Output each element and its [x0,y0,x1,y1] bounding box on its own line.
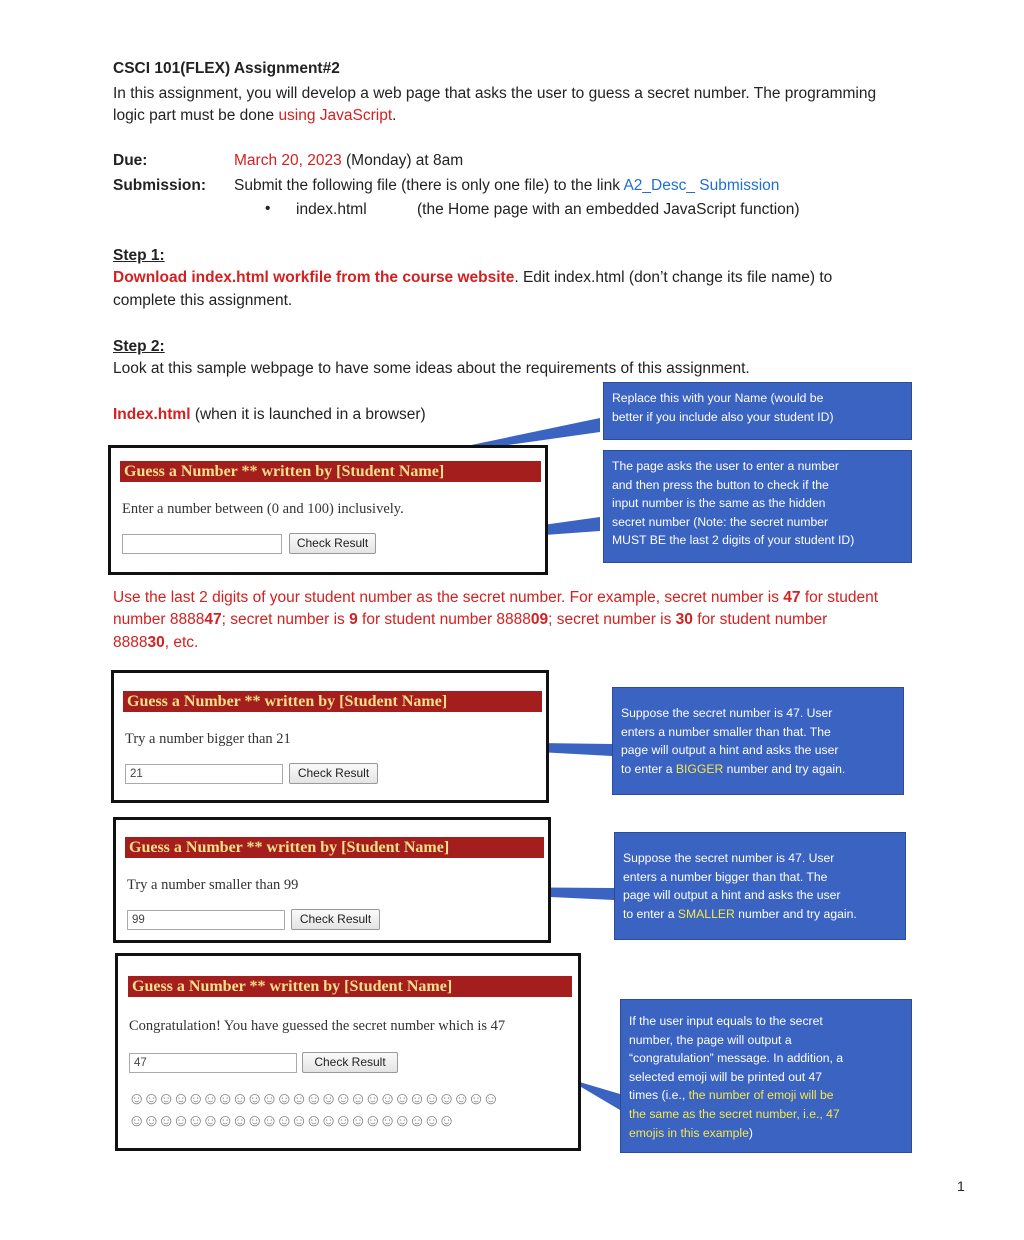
demo-initial [108,445,548,575]
demo-title-bar: Guess a Number ** written by [Student Name] [128,976,572,997]
secret-note-line-1 [113,589,878,607]
demo-message: Congratulation! You have guessed the secret number which is 47 [129,1018,506,1034]
check-result-button[interactable]: Check Result [302,1052,398,1073]
secret-text: number 8888 [113,611,205,628]
secret-note-line-2 [113,611,827,629]
index-caption-red: Index.html [113,406,191,423]
emoji-row-2: ☺☺☺☺☺☺☺☺☺☺☺☺☺☺☺☺☺☺☺☺☺☺ [128,1111,453,1130]
note-page-asks [603,450,912,563]
note-bigger [612,687,904,795]
secret-text: Use the last 2 digits of your student number as the secret number. For example, secret number is [113,589,784,606]
check-result-button[interactable]: Check Result [291,909,380,930]
note-line: page will output a hint and asks the user [621,743,839,757]
number-input[interactable] [122,534,282,554]
secret-bold: 47 [783,589,801,606]
index-caption-rest: (when it is launched in a browser) [190,406,426,423]
secret-text: for student number [692,611,828,628]
due-date-red: March 20, 2023 [234,152,342,169]
secret-bold: 09 [530,611,549,628]
intro-highlight: using JavaScript [278,107,393,124]
demo-title-bar: Guess a Number ** written by [Student Name] [120,461,541,482]
note-highlight: emojis in this example [629,1125,749,1140]
note-line: “congratulation” message. In addition, a [629,1051,844,1066]
note-line [629,1086,903,1105]
step1-line-2: complete this assignment. [113,292,293,309]
note-highlight: the number of emoji will be [688,1088,834,1103]
secret-bold: 47 [204,611,222,628]
secret-text: for student number 8888 [357,611,531,628]
note-text: number and try again. [734,906,857,921]
note-highlight: SMALLER [677,906,735,921]
note-line: Suppose the secret number is 47. User [621,706,833,720]
demo-congratulation [115,953,581,1151]
check-result-button[interactable]: Check Result [289,533,376,554]
demo-smaller [113,817,551,943]
number-input[interactable]: 99 [127,910,285,930]
emoji-row-1: ☺☺☺☺☺☺☺☺☺☺☺☺☺☺☺☺☺☺☺☺☺☺☺☺☺ [128,1089,497,1108]
note-line: better if you include also your student ID) [612,409,834,424]
secret-bold: 30 [675,611,693,628]
demo-message: Try a number bigger than 21 [125,731,291,747]
note-line [621,760,895,779]
step1-heading: Step 1: [113,247,165,264]
note-line: number, the page will output a [629,1032,792,1047]
demo-message: Enter a number between (0 and 100) inclusively. [122,501,404,517]
submission-instructions: Submit the following file (there is only one file) to the link [234,177,624,194]
note-line: secret number (Note: the secret number [612,514,829,529]
secret-text: ; secret number is [221,611,350,628]
demo-bigger [111,670,549,803]
note-line: page will output a hint and asks the user [623,888,841,902]
step2-heading: Step 2: [113,338,165,355]
intro-period: . [392,107,397,124]
note-line: and then press the button to check if the [612,477,829,492]
note-replace-name [603,382,912,440]
step2-text: Look at this sample webpage to have some ideas about the requirements of this assignment. [113,360,750,377]
note-line: The page asks the user to enter a number [612,459,839,473]
demo-message: Try a number smaller than 99 [127,877,299,893]
note-line: enters a number smaller than that. The [621,724,831,739]
note-text: ) [748,1125,753,1140]
note-text: number and try again. [723,761,846,776]
note-highlight: BIGGER [675,761,724,776]
secret-text: for student [800,589,879,606]
file-name: index.html [296,201,367,218]
secret-note-line-3 [113,634,198,652]
intro-text: logic part must be done [113,107,279,124]
submission-label: Submission: [113,177,207,194]
note-text: to enter a [623,906,678,921]
note-line: the same as the secret number, i.e., 47 [629,1106,840,1121]
intro-line-1: In this assignment, you will develop a web page that asks the user to guess a secret number. The programming [113,85,877,102]
note-line [629,1124,903,1143]
due-label: Due: [113,152,148,169]
note-line: If the user input equals to the secret [629,1014,823,1028]
secret-bold: 30 [147,634,165,651]
note-line [623,905,897,924]
note-text: times (i.e., [629,1088,689,1103]
bullet-dot: • [265,200,271,217]
step1-red-text: Download index.html workfile from the course website [113,269,515,286]
note-line: Suppose the secret number is 47. User [623,851,835,865]
demo-title-bar: Guess a Number ** written by [Student Name] [125,837,544,858]
check-result-button[interactable]: Check Result [289,763,378,784]
file-note: (the Home page with an embedded JavaScript function) [417,201,800,218]
number-input[interactable]: 21 [125,764,283,784]
secret-text: , etc. [164,634,199,651]
secret-bold: 9 [349,611,358,628]
secret-text: 8888 [113,634,148,651]
number-input[interactable]: 47 [129,1053,297,1073]
note-congratulation [620,999,912,1153]
note-line: Replace this with your Name (would be [612,391,824,405]
note-line: MUST BE the last 2 digits of your student ID) [612,533,855,547]
note-text: to enter a [621,761,676,776]
note-line: selected emoji will be printed out 47 [629,1069,823,1084]
step1-rest-text: . Edit index.html (don’t change its file name) to [514,269,833,286]
submission-link[interactable]: A2_Desc_ Submission [623,177,780,194]
page-number: 1 [957,1178,965,1194]
document-title: CSCI 101(FLEX) Assignment#2 [113,60,340,77]
note-line: enters a number bigger than that. The [623,869,828,884]
due-date-rest: (Monday) at 8am [341,152,464,169]
secret-text: ; secret number is [548,611,676,628]
note-smaller [614,832,906,940]
note-line: input number is the same as the hidden [612,496,826,510]
demo-title-bar: Guess a Number ** written by [Student Name] [123,691,542,712]
